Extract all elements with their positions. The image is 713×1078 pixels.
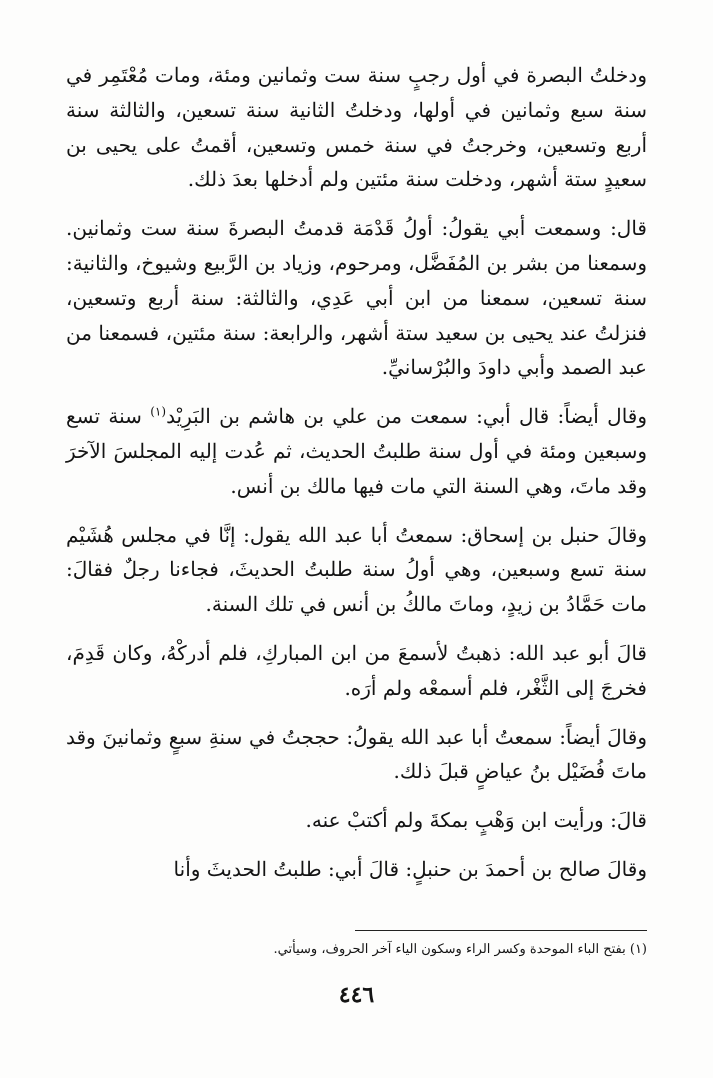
paragraph-3 [66, 399, 647, 503]
paragraph-4: وقالَ حنبل بن إسحاق: سمعتُ أبا عبد الله يقول: إنَّا في مجلس هُشَيْم سنة تسع وسبعين، وهي أولُ سنة طلبتُ الحديثَ، فجاءنا رجلٌ فقالَ: مات حَمَّادُ بن زيدٍ، وماتَ مالكُ بن أنس في تلك السنة. [66, 522, 647, 617]
footnote-divider [355, 930, 647, 931]
footnote: (١) بفتح الباء الموحدة وكسر الراء وسكون الياء آخر الحروف، وسيأتي. [273, 942, 647, 957]
paragraph-3-body: سنة تسع وسبعين ومئة في أول سنة طلبتُ الحديث، ثم عُدت إليه المجلسَ الآخرَ وقد ماتَ، وهي السنة التي مات فيها مالك بن أنس. [66, 404, 647, 498]
footnote-marker: (١) [150, 404, 167, 419]
paragraph-2: قال: وسمعت أبي يقولُ: أولُ قَدْمَة قدمتُ البصرةَ سنة ست وثمانين. وسمعنا من بشر بن المُفَضَّل، ومرحوم، وزياد بن الرَّبيع وشيوخ، والثانية: سنة تسعين، سمعنا من ابن أبي عَدِي، والثالثة: سنة أربع وتسعين، فنزلتُ عند يحيى بن سعيد ستة أشهر، والرابعة: سنة مئتين، فسمعنا من عبد الصمد وأبي داودَ والبُرْسانيِّ. [66, 216, 647, 380]
page-number: ٤٤٦ [338, 982, 375, 1008]
paragraph-3-lead: وقال أيضاً: قال أبي: سمعت من علي بن هاشم بن البَرِيْد [166, 404, 648, 429]
paragraph-7: قالَ: ورأيت ابن وَهْبٍ بمكةَ ولم أكتبْ عنه. [305, 808, 647, 833]
paragraph-5: قالَ أبو عبد الله: ذهبتُ لأسمعَ من ابن المباركِ، فلم أدركْهُ، وكان قَدِمَ، فخرجَ إلى الثَّغْر، فلم أسمعْه ولم أرَه. [66, 640, 647, 700]
main-text [66, 58, 647, 901]
paragraph-8: وقالَ صالح بن أحمدَ بن حنبلٍ: قالَ أبي: طلبتُ الحديثَ وأنا [173, 856, 647, 881]
paragraph-1: ودخلتُ البصرة في أول رجبٍ سنة ست وثمانين ومئة، ومات مُعْتَمِر في سنة سبع وثمانين في أولها، ودخلتُ الثانية سنة تسعين، والثالثة سنة أربع وتسعين، وخرجتُ في سنة خمس وتسعين، أقمتُ على يحيى بن سعيدٍ ستة أشهر، ودخلت سنة مئتين ولم أدخلها بعدَ ذلك. [66, 63, 647, 192]
paragraph-6: وقالَ أيضاً: سمعتُ أبا عبد الله يقولُ: حججتُ في سنةِ سبعٍ وثمانينَ وقد ماتَ فُضَيْل بنُ عياضٍ قبلَ ذلك. [66, 724, 647, 784]
